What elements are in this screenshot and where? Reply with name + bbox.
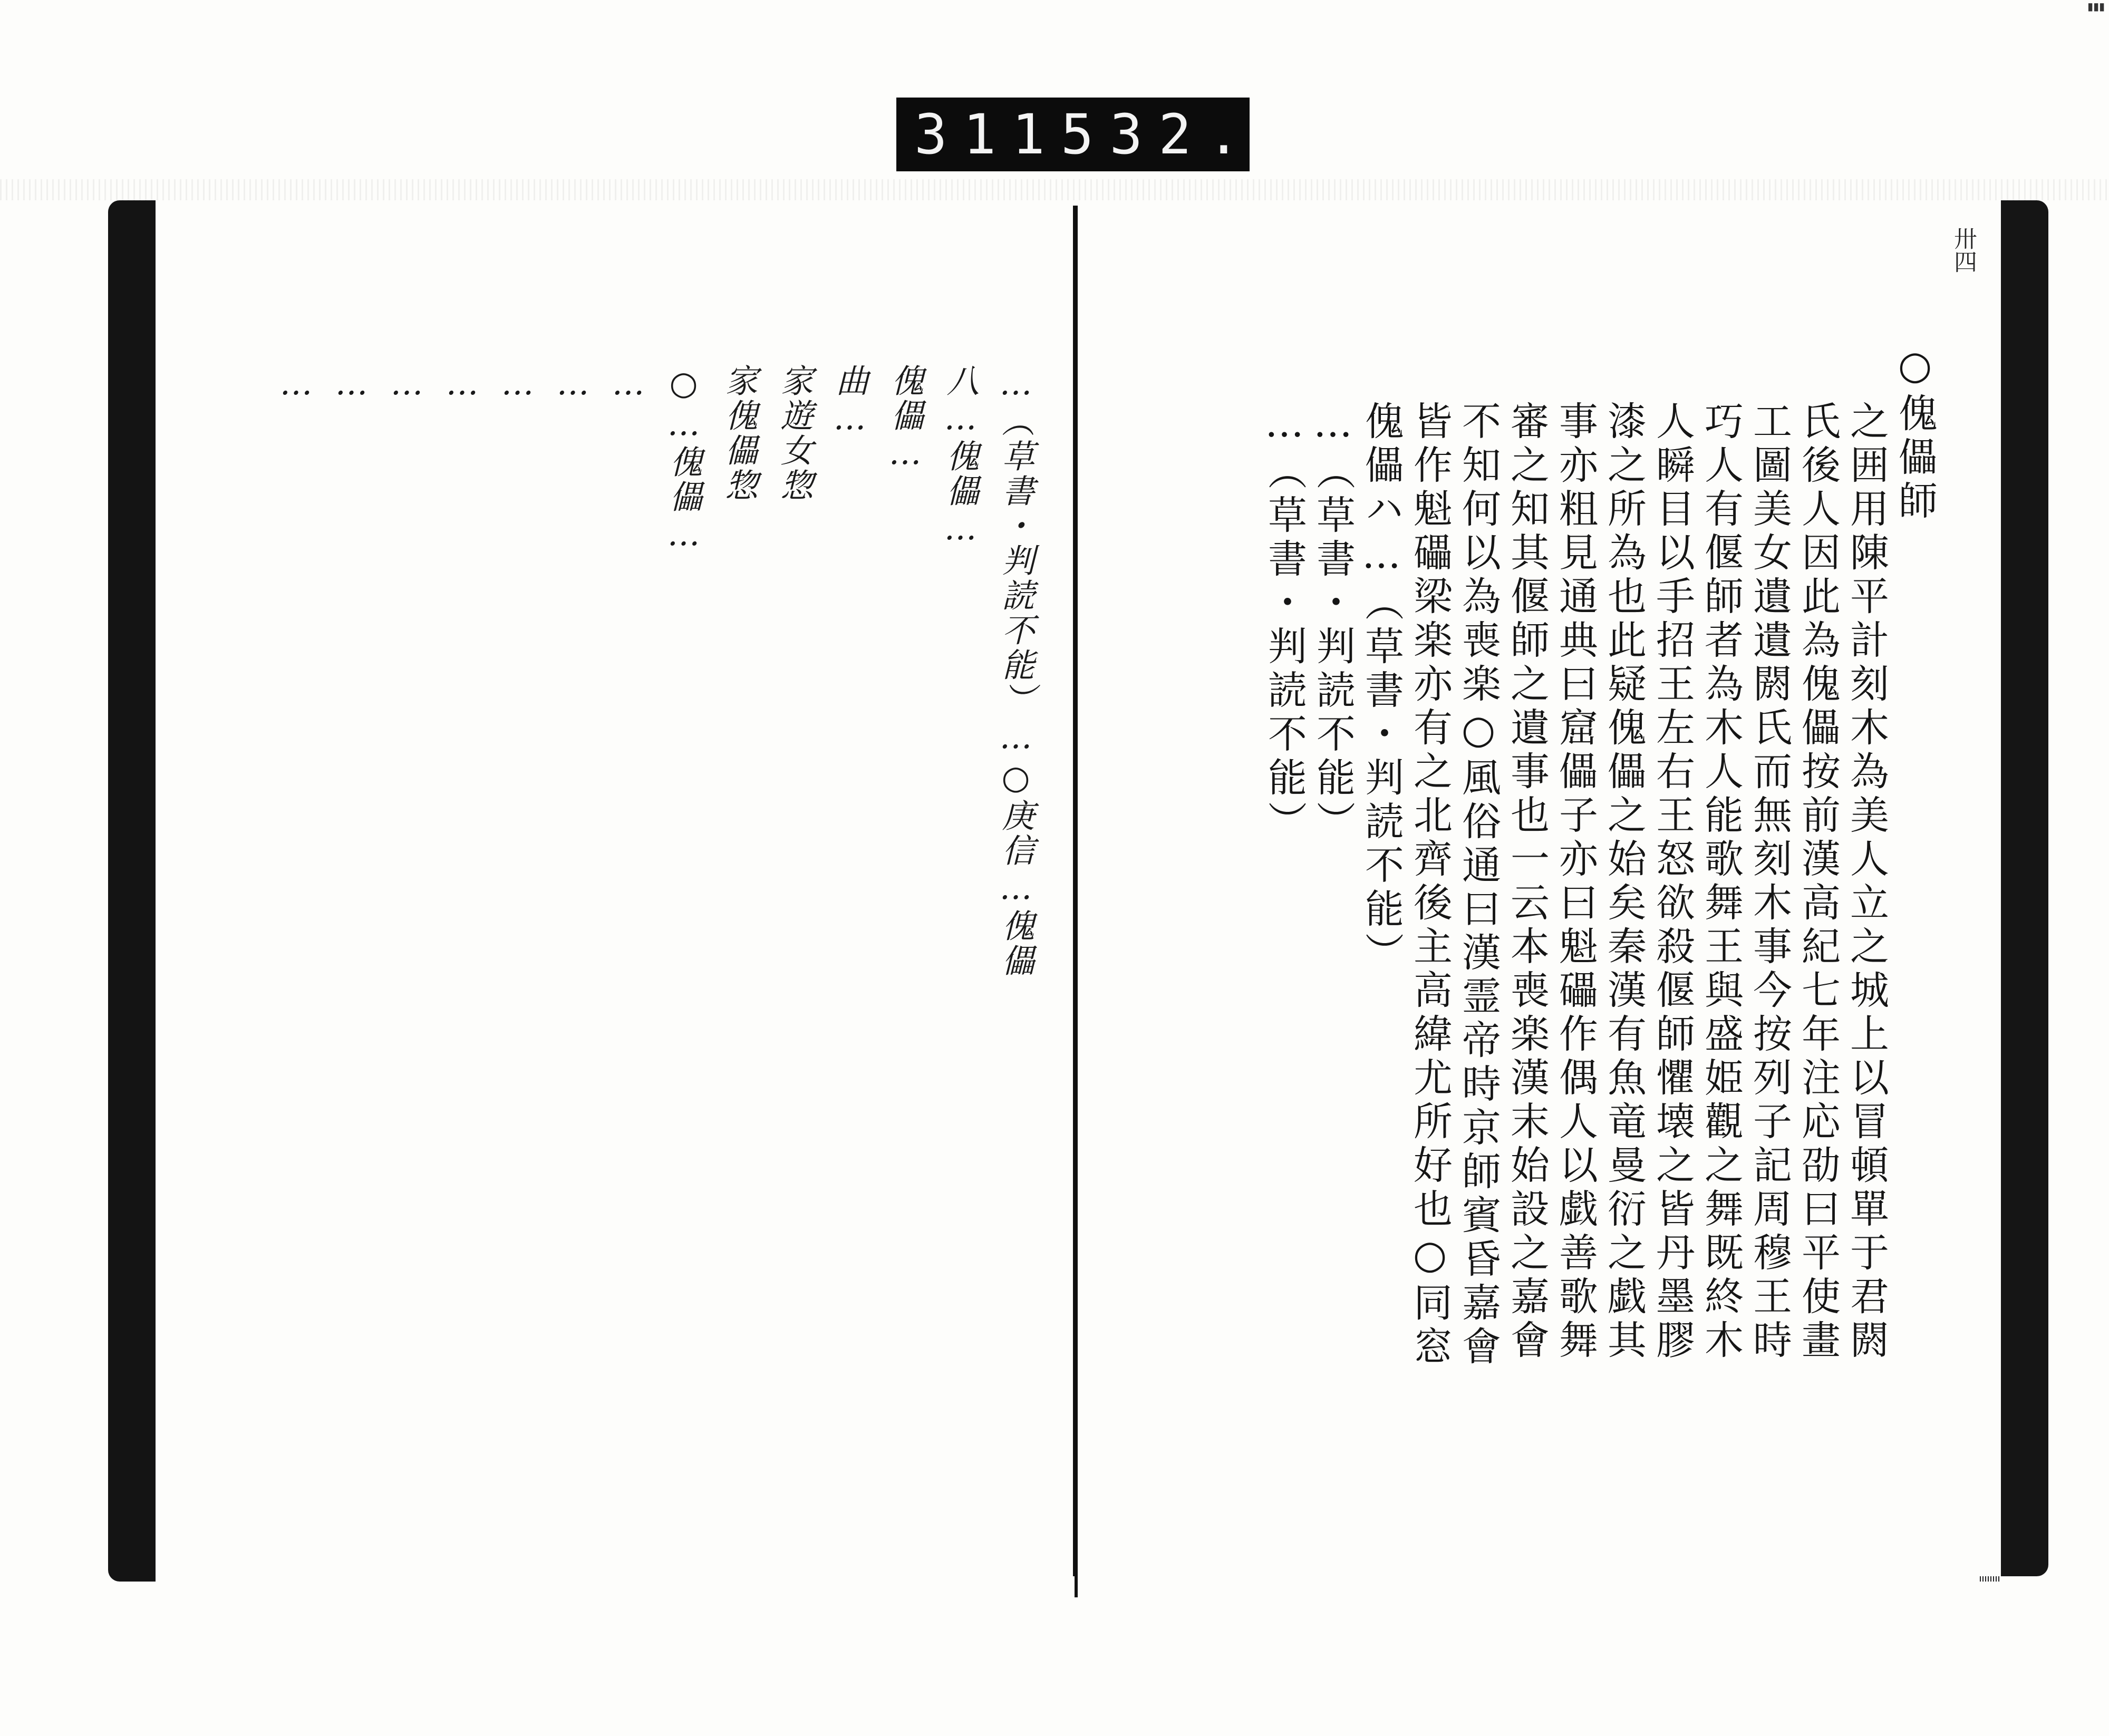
handwritten-column: … <box>332 364 371 404</box>
text-column: 不知何以為喪楽○風俗通曰漢霊帝時京師賓昏嘉會 <box>1456 401 1501 1370</box>
text-column: 氏後人因此為傀儡按前漢高紀七年注応劭曰平使畫 <box>1795 401 1841 1363</box>
handwritten-column: … <box>609 364 647 404</box>
handwritten-column: … <box>277 364 315 404</box>
text-column: 之囲用陳平計刻木為美人立之城上以冒頓單于君閼 <box>1844 401 1889 1363</box>
handwritten-column: 八…傀儡… <box>941 364 980 549</box>
handwritten-column: 家遊女惣 <box>775 364 814 503</box>
text-column: 人瞬目以手招王左右王怒欲殺偃師懼壊之皆丹墨膠 <box>1650 401 1695 1363</box>
book-gutter <box>1075 206 1078 1597</box>
corner-mark: ▮▮▮ <box>2087 0 2105 13</box>
handwritten-column: 家傀儡惣 <box>720 364 758 503</box>
text-column: 審之知其偃師之遺事也一云本喪楽漢末始設之嘉會 <box>1504 401 1550 1363</box>
text-column: 傀儡ハ…（草書・判読不能） <box>1359 401 1404 976</box>
text-column: …（草書・判読不能） <box>1310 401 1356 845</box>
page-number: 卅四 <box>1950 227 1977 273</box>
handwritten-column: ○…傀儡… <box>664 364 703 555</box>
left-page <box>156 206 1076 1576</box>
handwritten-column: … <box>443 364 481 404</box>
catalogue-number-right: 532. <box>1060 102 1256 167</box>
text-column: 工圖美女遺遺閼氏而無刻木事今按列子記周穆王時 <box>1747 401 1792 1363</box>
text-column: 巧人有偃師者為木人能歌舞王與盛姫觀之舞既終木 <box>1698 401 1744 1363</box>
catalogue-number-left: 311 <box>914 102 1061 167</box>
handwritten-column: … <box>498 364 537 404</box>
handwritten-column: …（草書・判読不能）…○庚信…傀儡 <box>997 364 1035 978</box>
open-book <box>108 190 2048 1592</box>
handwritten-column: … <box>554 364 592 404</box>
catalogue-label <box>896 98 1256 171</box>
text-column: 事亦粗見通典曰窟儡子亦曰魁礧作偶人以戯善歌舞 <box>1553 401 1598 1363</box>
handwritten-column: … <box>388 364 426 404</box>
text-column: ○傀儡師 <box>1892 343 1938 524</box>
book-cover-left-edge <box>108 200 156 1582</box>
handwritten-column: 傀儡… <box>886 364 924 474</box>
text-column: 皆作魁礧梁楽亦有之北齊後主高緯尤所好也○同窓 <box>1407 401 1453 1370</box>
handwritten-column: 曲… <box>830 364 869 439</box>
text-column: …（草書・判読不能） <box>1262 401 1307 845</box>
right-page <box>1078 206 2001 1576</box>
text-column: 漆之所為也此疑傀儡之始矣秦漢有魚竜曼衍之戯其 <box>1601 401 1647 1363</box>
book-cover-right-edge <box>2001 200 2048 1576</box>
